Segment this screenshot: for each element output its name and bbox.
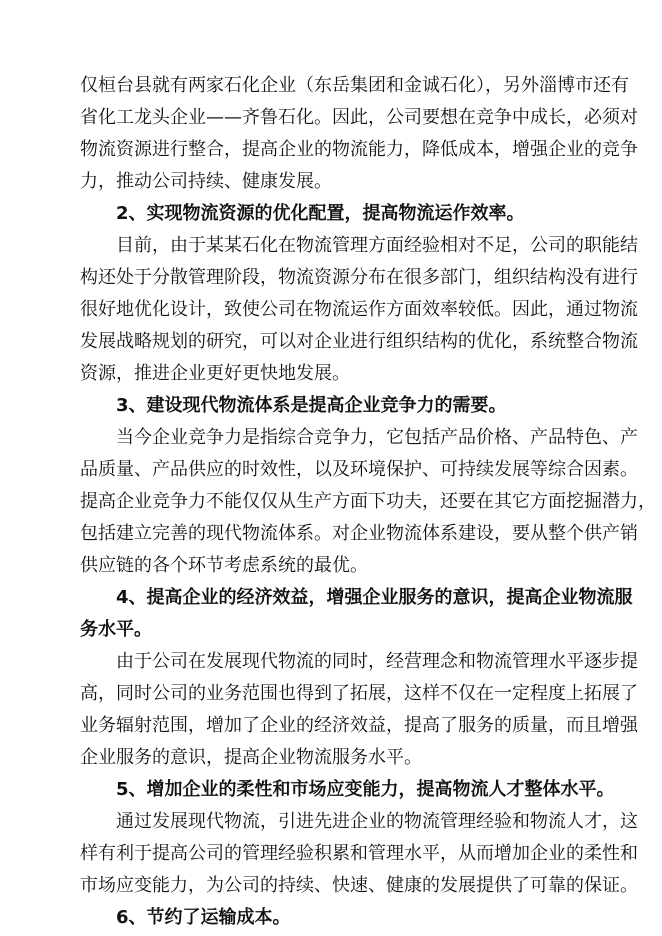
document-body (80, 70, 656, 934)
paragraph-line: 业务辐射范围，增加了企业的经济效益，提高了服务的质量，而且增强 (80, 715, 638, 736)
paragraph-line: 品质量、产品供应的时效性，以及环境保护、可持续发展等综合因素。 (80, 459, 638, 480)
paragraph-line: 发展战略规划的研究，可以对企业进行组织结构的优化，系统整合物流 (80, 331, 638, 352)
paragraph-line: 目前，由于某某石化在物流管理方面经验相对不足，公司的职能结 (116, 235, 638, 256)
paragraph-line: 由于公司在发展现代物流的同时，经营理念和物流管理水平逐步提 (116, 651, 638, 672)
section-heading-line: 2、实现物流资源的优化配置，提高物流运作效率。 (116, 203, 525, 224)
paragraph-line: 企业服务的意识，提高企业物流服务水平。 (80, 747, 422, 768)
paragraph-line: 市场应变能力，为公司的持续、快速、健康的发展提供了可靠的保证。 (80, 875, 638, 896)
paragraph-line: 构还处于分散管理阶段，物流资源分布在很多部门，组织结构没有进行 (80, 267, 638, 288)
paragraph-line: 省化工龙头企业——齐鲁石化。因此，公司要想在竞争中成长，必须对 (80, 107, 638, 128)
paragraph-line: 高，同时公司的业务范围也得到了拓展，这样不仅在一定程度上拓展了 (80, 683, 638, 704)
section-heading-line: 4、提高企业的经济效益，增强企业服务的意识，提高企业物流服 (116, 587, 633, 608)
paragraph-line: 很好地优化设计，致使公司在物流运作方面效率较低。因此，通过物流 (80, 299, 638, 320)
paragraph-line: 仅桓台县就有两家石化企业（东岳集团和金诚石化），另外淄博市还有 (80, 75, 629, 96)
paragraph-line: 物流资源进行整合，提高企业的物流能力，降低成本，增强企业的竞争 (80, 139, 638, 160)
paragraph-line: 力，推动公司持续、健康发展。 (80, 171, 332, 192)
section-heading-line: 3、建设现代物流体系是提高企业竞争力的需要。 (116, 395, 507, 416)
paragraph-line: 样有利于提高公司的管理经验积累和管理水平，从而增加企业的柔性和 (80, 843, 638, 864)
section-heading-line: 6、节约了运输成本。 (116, 907, 291, 928)
paragraph-line: 通过发展现代物流，引进先进企业的物流管理经验和物流人才，这 (116, 811, 638, 832)
paragraph-line: 提高企业竞争力不能仅仅从生产方面下功夫，还要在其它方面挖掘潜力， (80, 491, 656, 512)
paragraph-line: 供应链的各个环节考虑系统的最优。 (80, 555, 368, 576)
paragraph-line: 包括建立完善的现代物流体系。对企业物流体系建设，要从整个供产销 (80, 523, 638, 544)
section-heading-line: 务水平。 (80, 619, 152, 640)
section-heading-line: 5、增加企业的柔性和市场应变能力，提高物流人才整体水平。 (116, 779, 615, 800)
paragraph-line: 资源，推进企业更好更快地发展。 (80, 363, 350, 384)
paragraph-line: 当今企业竞争力是指综合竞争力，它包括产品价格、产品特色、产 (116, 427, 638, 448)
